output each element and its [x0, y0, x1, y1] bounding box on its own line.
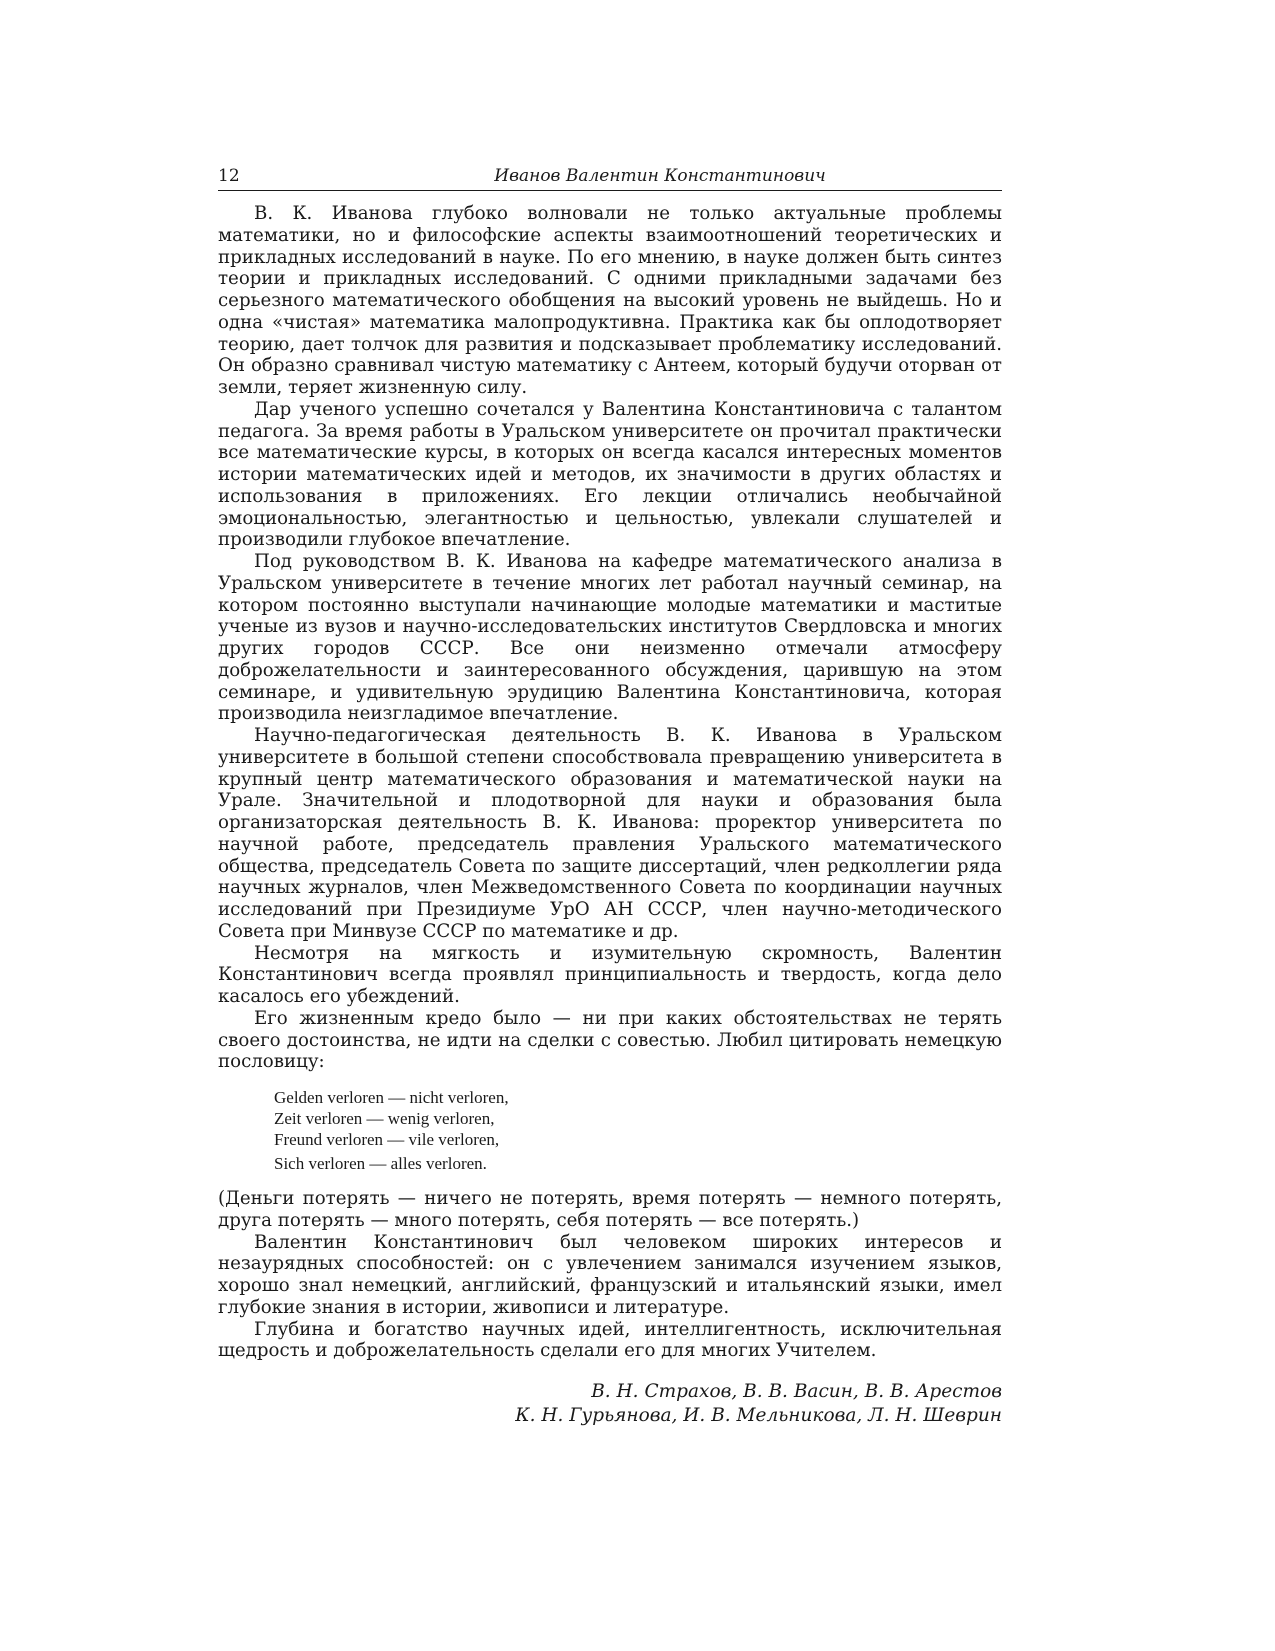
paragraph: Несмотря на мягкость и изумительную скромность, Валентин Константинович всегда проявлял принципиальность и твердость, когда дело касалось его убеждений.: [218, 942, 1002, 1007]
proverb-translation: (Деньги потерять — ничего не потерять, время потерять — немного потерять, друга потерять — много потерять, себя потерять — все потерять.): [218, 1188, 1002, 1231]
author-line: К. Н. Гурьянова, И. В. Мельникова, Л. Н. Шеврин: [515, 1405, 1002, 1426]
running-header: [218, 164, 1002, 191]
paragraph: В. К. Иванова глубоко волновали не только актуальные проблемы математики, но и философские аспекты взаимоотношений теоретических и прикладных исследований в науке. По его мнению, в науке должен быть синтез теории и прикладных исследований. С одними прикладными задачами без серьезного математического обобщения на высокий уровень не выйдешь. Но и одна «чистая» математика малопродуктивна. Практика как бы оплодотворяет теорию, дает толчок для развития и подсказывает проблематику исследований. Он образно сравнивал чистую математику с Антеем, который будучи оторван от земли, теряет жизненную силу.: [218, 203, 1002, 398]
paragraph: Дар ученого успешно сочетался у Валентина Константиновича с талантом педагога. За время работы в Уральском университете он прочитал практически все математические курсы, в которых он всегда касался интересных моментов истории математических идей и методов, их значимости в других областях и использования в приложениях. Его лекции отличались необычайной эмоциональностью, элегантностью и цельностью, увлекали слушателей и производили глубокое впечатление.: [218, 398, 1002, 551]
german-proverb: [274, 1087, 1002, 1174]
verse-line: Gelden verloren — nicht verloren,: [274, 1088, 509, 1107]
body-text: [218, 203, 1002, 1362]
verse-line: Freund verloren — vile verloren,: [274, 1130, 500, 1149]
paragraph: Научно-педагогическая деятельность В. К. Иванова в Уральском университете в большой степени способствовала превращению университета в крупный центр математического образования и математической науки на Урале. Значительной и плодотворной для науки и образования была организаторская деятельность В. К. Иванова: проректор университета по научной работе, председатель правления Уральского математического общества, председатель Совета по защите диссертаций, член редколлегии ряда научных журналов, член Межведомственного Совета по координации научных исследований при Президиуме УрО АН СССР, член научно-методического Совета при Минвузе СССР по математике и др.: [218, 725, 1002, 942]
paragraph: Под руководством В. К. Иванова на кафедре математического анализа в Уральском университете в течение многих лет работал научный семинар, на котором постоянно выступали начинающие молодые математики и маститые ученые из вузов и научно-исследовательских институтов Свердловска и многих других городов СССР. Все они неизменно отмечали атмосферу доброжелательности и заинтересованного обсуждения, царившую на этом семинаре, и удивительную эрудицию Валентина Константиновича, которая производила неизгладимое впечатление.: [218, 551, 1002, 725]
running-title: Иванов Валентин Константинович: [494, 166, 826, 186]
author-signatures: [218, 1380, 1002, 1428]
paragraph: Валентин Константинович был человеком широких интересов и незаурядных способностей: он с увлечением занимался изучением языков, хорошо знал немецкий, английский, французский и итальянский языки, имел глубокие знания в истории, живописи и литературе.: [218, 1231, 1002, 1318]
paragraph: Его жизненным кредо было — ни при каких обстоятельствах не терять своего достоинства, не идти на сделки с совестью. Любил цитировать немецкую пословицу:: [218, 1007, 1002, 1073]
verse-line: Zeit verloren — wenig verloren,: [274, 1109, 495, 1128]
document-page: [218, 164, 1002, 1428]
author-line: В. Н. Страхов, В. В. Васин, В. В. Арестов: [591, 1381, 1002, 1402]
paragraph: Глубина и богатство научных идей, интеллигентность, исключительная щедрость и доброжелательность сделали его для многих Учителем.: [218, 1318, 1002, 1362]
page-number: 12: [218, 166, 240, 186]
verse-line: Sich verloren — alles verloren.: [274, 1154, 487, 1173]
